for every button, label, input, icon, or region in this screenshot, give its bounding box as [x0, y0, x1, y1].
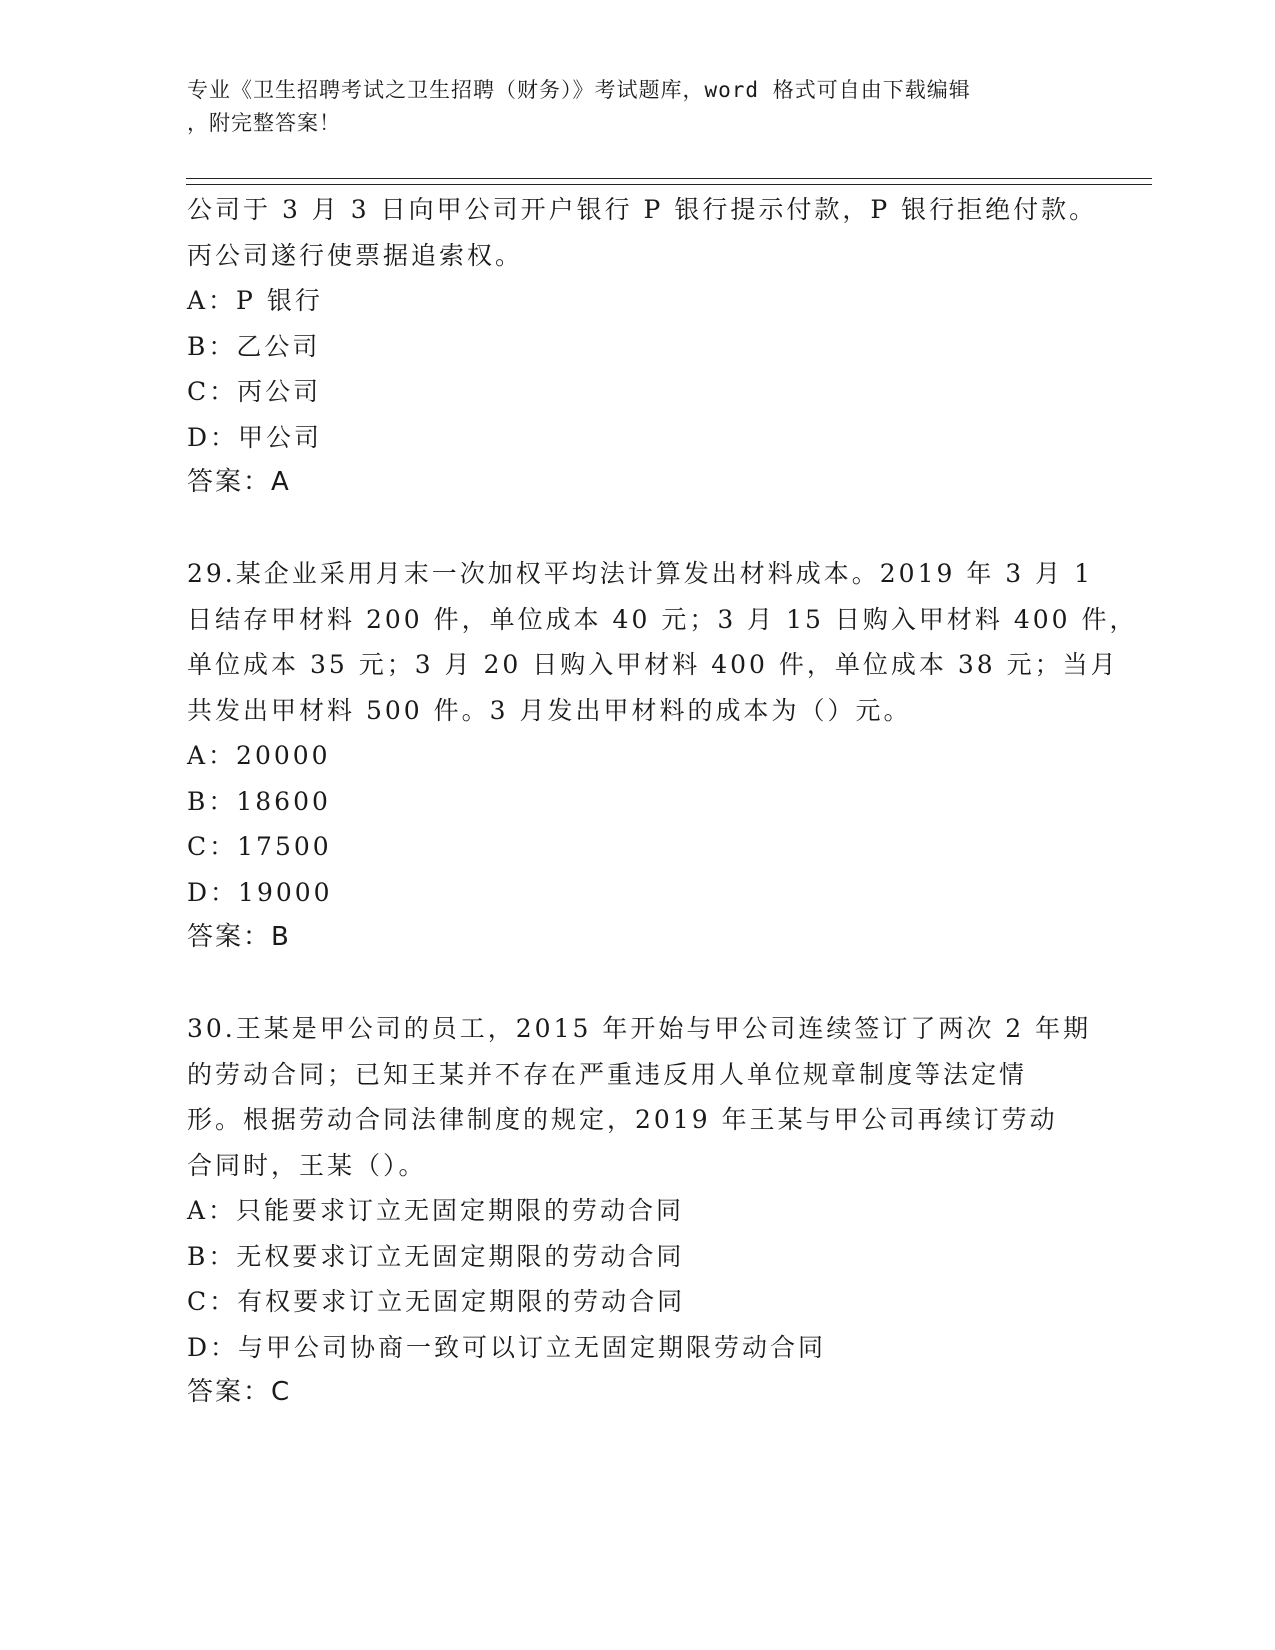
answer-line: 答案：A [187, 467, 291, 497]
option-b: B：无权要求订立无固定期限的劳动合同 [187, 1241, 685, 1271]
question-spacer [187, 506, 1087, 552]
option-b: B：乙公司 [187, 331, 321, 361]
answer-line: 答案：B [187, 922, 291, 952]
question-stem-line: 共发出甲材料 500 件。3 月发出甲材料的成本为（）元。 [187, 695, 912, 725]
answer-line: 答案：C [187, 1377, 292, 1407]
question-stem-line: 的劳动合同；已知王某并不存在严重违反用人单位规章制度等法定情 [187, 1059, 1028, 1089]
question-30 [187, 1006, 1092, 1416]
question-29 [187, 551, 1138, 961]
option-a: A：20000 [187, 741, 331, 770]
option-b: B：18600 [187, 786, 331, 816]
option-d: D：甲公司 [187, 422, 323, 452]
question-stem-line: 单位成本 35 元；3 月 20 日购入甲材料 400 件，单位成本 38 元；当月 [187, 650, 1119, 679]
option-d: D：与甲公司协商一致可以订立无固定期限劳动合同 [187, 1332, 827, 1362]
option-a: A：P 银行 [187, 286, 323, 315]
question-28 [187, 187, 1098, 506]
question-stem-line: 日结存甲材料 200 件，单位成本 40 元；3 月 15 日购入甲材料 400 件， [187, 604, 1138, 634]
question-stem-line: 29.某企业采用月末一次加权平均法计算发出材料成本。2019 年 3 月 1 [187, 559, 1093, 588]
option-a: A：只能要求订立无固定期限的劳动合同 [187, 1196, 685, 1225]
question-stem-line: 公司于 3 月 3 日向甲公司开户银行 P 银行提示付款，P 银行拒绝付款。 [187, 195, 1098, 224]
document-header [187, 74, 1067, 140]
option-d: D：19000 [187, 877, 333, 907]
header-title-continuation: ，附完整答案！ [187, 111, 341, 135]
question-spacer [187, 961, 1087, 1007]
question-stem-line: 合同时，王某（）。 [187, 1150, 427, 1180]
question-stem-line: 形。根据劳动合同法律制度的规定，2019 年王某与甲公司再续订劳动 [187, 1105, 1058, 1134]
header-divider-top [186, 178, 1152, 179]
question-stem-line: 丙公司遂行使票据追索权。 [187, 240, 524, 270]
question-list [187, 187, 1138, 1416]
header-divider-bottom [186, 184, 1152, 185]
option-c: C：17500 [187, 832, 332, 861]
option-c: C：丙公司 [187, 377, 322, 406]
header-title-line: 专业《卫生招聘考试之卫生招聘（财务）》考试题库，word 格式可自由下载编辑 [187, 78, 971, 102]
option-c: C：有权要求订立无固定期限的劳动合同 [187, 1287, 686, 1316]
question-stem-line: 30.王某是甲公司的员工，2015 年开始与甲公司连续签订了两次 2 年期 [187, 1014, 1092, 1043]
